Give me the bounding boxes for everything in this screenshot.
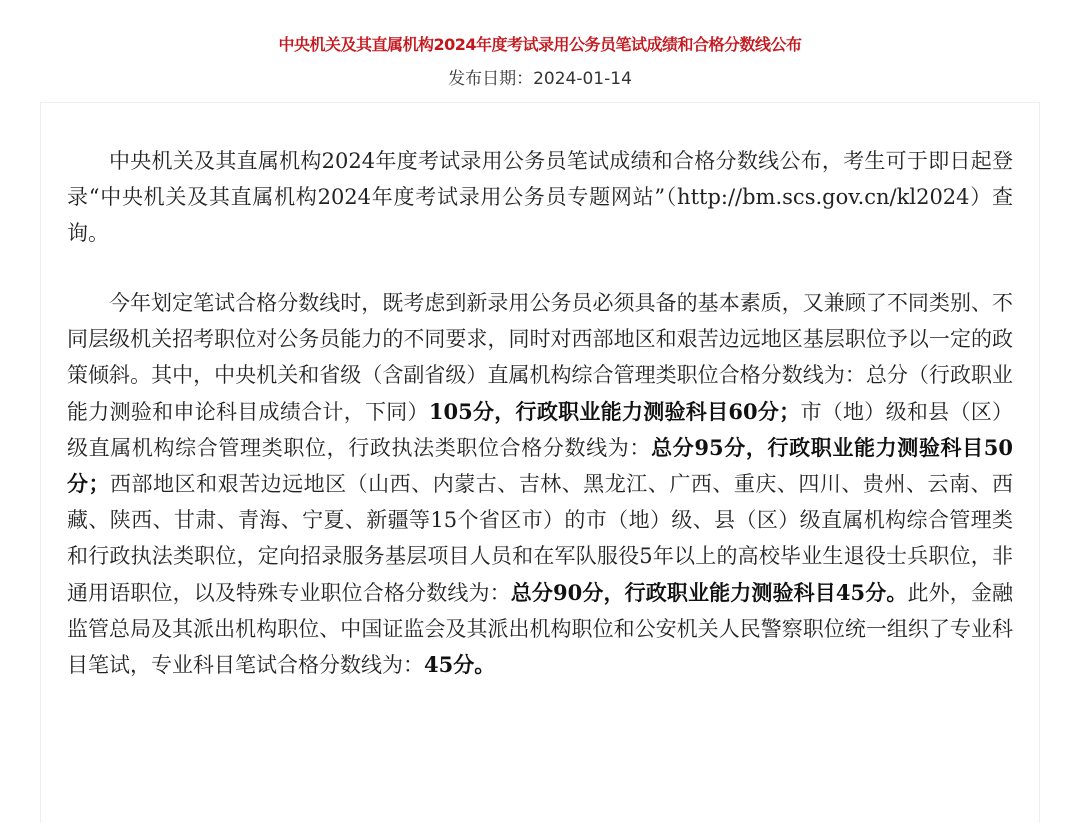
score-line-professional: 45分。 xyxy=(424,652,496,678)
article-paragraph-2 xyxy=(67,285,1013,683)
article-title: 中央机关及其直属机构2024年度考试录用公务员笔试成绩和合格分数线公布 xyxy=(278,34,802,54)
paragraph-2-text-2: 市（地）级和县（区）级直属机构综合管理类职位，行政执法类职位合格分数线为： xyxy=(67,399,1014,460)
score-line-central: 105分，行政职业能力测验科目60分； xyxy=(428,398,801,424)
article-paragraph-1: 中央机关及其直属机构2024年度考试录用公务员笔试成绩和合格分数线公布，考生可于即日起登录“中央机关及其直属机构2024年度考试录用公务员专题网站”（http://bm.scs.gov.cn/kl2024）查询。 xyxy=(67,149,1013,246)
paragraph-2-text-4: 此外，金融监管总局及其派出机构职位、中国证监会及其派出机构职位和公安机关人民警察职位统一组织了专业科目笔试，专业科目笔试合格分数线为： xyxy=(67,580,1014,678)
publish-date xyxy=(0,66,1080,92)
publish-date-value: 2024-01-14 xyxy=(533,69,632,89)
paragraph-2-text-1: 今年划定笔试合格分数线时，既考虑到新录用公务员必须具备的基本素质，又兼顾了不同类别、不同层级机关招考职位对公务员能力的不同要求，同时对西部地区和艰苦边远地区基层职位予以一定的政策倾斜。其中，中央机关和省级（含副省级）直属机构综合管理类职位合格分数线为：总分（行政职业能力测验和申论科目成绩合计，下同） xyxy=(67,291,1013,424)
publish-date-label: 发布日期： xyxy=(448,69,534,89)
score-line-municipal: 总分95分，行政职业能力测验科目50分； xyxy=(67,434,1014,497)
score-line-western: 总分90分，行政职业能力测验科目45分。 xyxy=(510,579,908,605)
paragraph-2-text-3: 西部地区和艰苦边远地区（山西、内蒙古、吉林、黑龙江、广西、重庆、四川、贵州、云南、西藏、陕西、甘肃、青海、宁夏、新疆等15个省区市）的市（地）级、县（区）级直属机构综合管理类和行政执法类职位，定向招录服务基层项目人员和在军队服役5年以上的高校毕业生退役士兵职位，非通用语职位，以及特殊专业职位合格分数线为： xyxy=(67,472,1014,605)
